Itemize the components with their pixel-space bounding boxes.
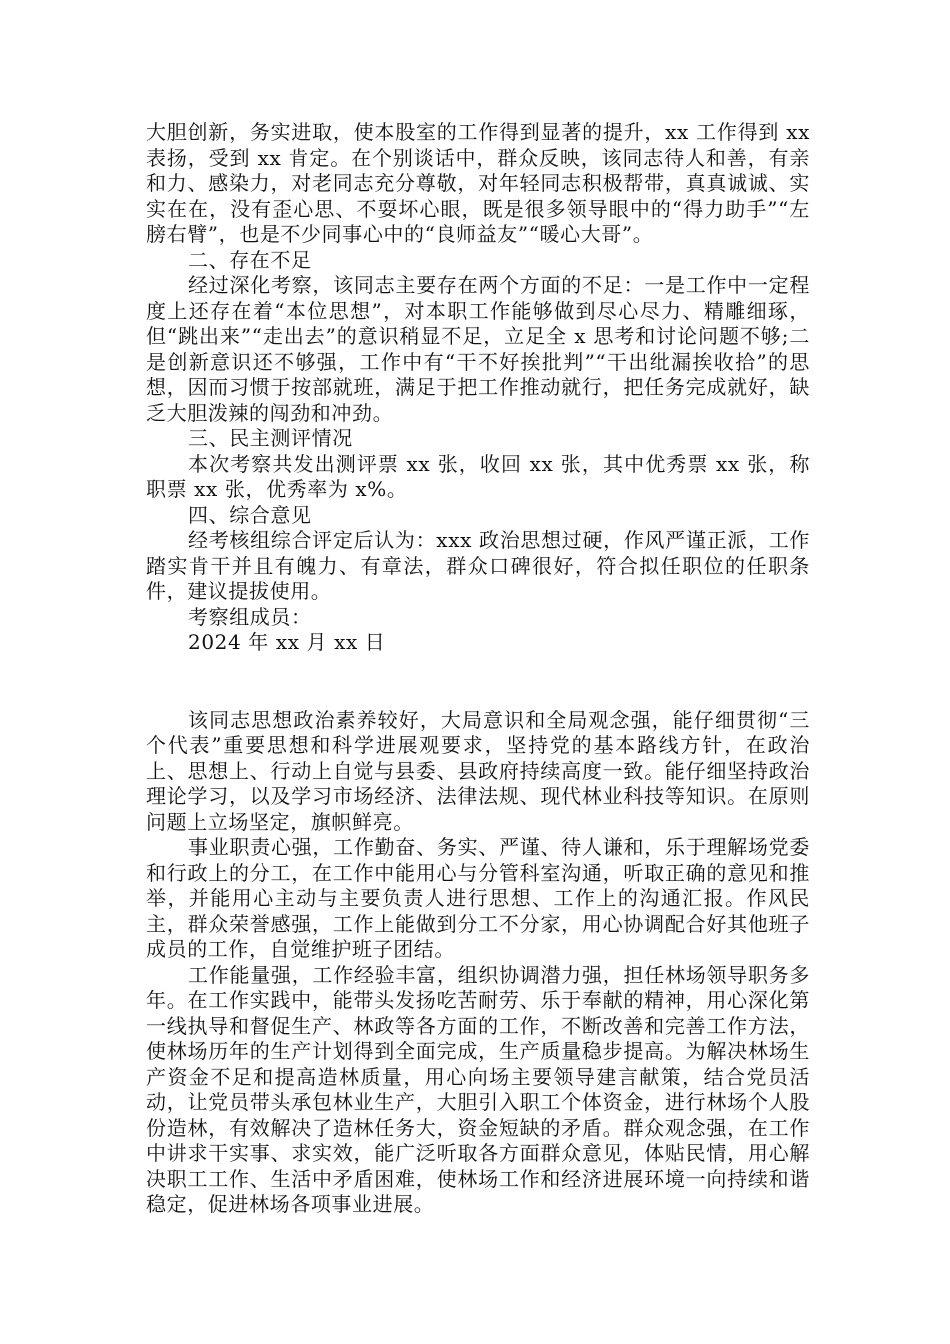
paragraph-evaluation: 本次考察共发出测评票 xx 张，收回 xx 张，其中优秀票 xx 张，称职票 xx 张，优秀率为 x%。 xyxy=(146,451,810,501)
paragraph-responsibility: 事业职责心强，工作勤奋、务实、严谨、待人谦和，乐于理解场党委和行政上的分工，在工作中能用心与分管科室沟通，听取正确的意见和推举，并能用心主动与主要负责人进行思想、工作上的沟通汇报。作风民主，群众荣誉感强，工作上能做到分工不分家，用心协调配合好其他班子成员的工作，自觉维护班子团结。 xyxy=(146,835,810,961)
heading-evaluation: 三、民主测评情况 xyxy=(188,426,353,450)
heading-shortcomings: 二、存在不足 xyxy=(188,247,312,272)
members-label: 考察组成员： xyxy=(188,604,312,629)
document-date: 2024 年 xx 月 xx 日 xyxy=(188,630,386,654)
paragraph-ability: 工作能量强，工作经验丰富，组织协调潜力强，担任林场领导职务多年。在工作实践中，能带头发扬吃苦耐劳、乐于奉献的精神，用心深化第一线执导和督促生产、林政等各方面的工作，不断改善和完善工作方法，使林场历年的生产计划得到全面完成，生产质量稳步提高。为解决林场生产资金不足和提高造林质量，用心向场主要领导建言献策，结合党员活动，让党员带头承包林业生产，大胆引入职工个体资金，进行林场个人股份造林，有效解决了造林任务大，资金短缺的矛盾。群众观念强，在工作中讲求干实事、求实效，能广泛听取各方面群众意见，体贴民情，用心解决职工工作、生活中矛盾困难，使林场工作和经济进展环境一向持续和谐稳定，促进林场各项事业进展。 xyxy=(146,962,810,1216)
paragraph-political: 该同志思想政治素养较好，大局意识和全局观念强，能仔细贯彻“三个代表”重要思想和科学进展观要求，坚持党的基本路线方针，在政治上、思想上、行动上自觉与县委、县政府持续高度一致。能仔细坚持政治理论学习，以及学习市场经济、法律法规、现代林业科技等知识。在原则问题上立场坚定，旗帜鲜亮。 xyxy=(146,707,810,834)
paragraph-continuation: 大胆创新，务实进取，使本股室的工作得到显著的提升，xx 工作得到 xx 表扬，受到 xx 肯定。在个别谈话中，群众反映，该同志待人和善，有亲和力、感染力，对老同志充分尊敬，对年轻同志积极帮带，真真诚诚、实实在在，没有歪心思、不耍坏心眼，既是很多领导眼中的“得力助手”“左膀右臂”，也是不少同事心中的“良师益友”“暖心大哥”。 xyxy=(146,120,810,246)
document-body xyxy=(146,120,810,1218)
paragraph-shortcomings: 经过深化考察，该同志主要存在两个方面的不足：一是工作中一定程度上还存在着“本位思想”，对本职工作能够做到尽心尽力、精雕细琢，但“跳出来”“走出去”的意识稍显不足，立足全 x 思考和讨论问题不够;二是创新意识还不够强，工作中有“干不好挨批判”“干出纰漏挨收拾”的思想，因而习惯于按部就班，满足于把工作推动就行，把任务完成就好，缺乏大胆泼辣的闯劲和冲劲。 xyxy=(146,273,810,425)
section-gap xyxy=(146,656,810,708)
heading-opinion: 四、综合意见 xyxy=(188,502,312,527)
paragraph-opinion: 经考核组综合评定后认为：xxx 政治思想过硬，作风严谨正派，工作踏实肯干并且有魄力、有章法，群众口碑很好，符合拟任职位的任职条件，建议提拔使用。 xyxy=(146,528,810,603)
